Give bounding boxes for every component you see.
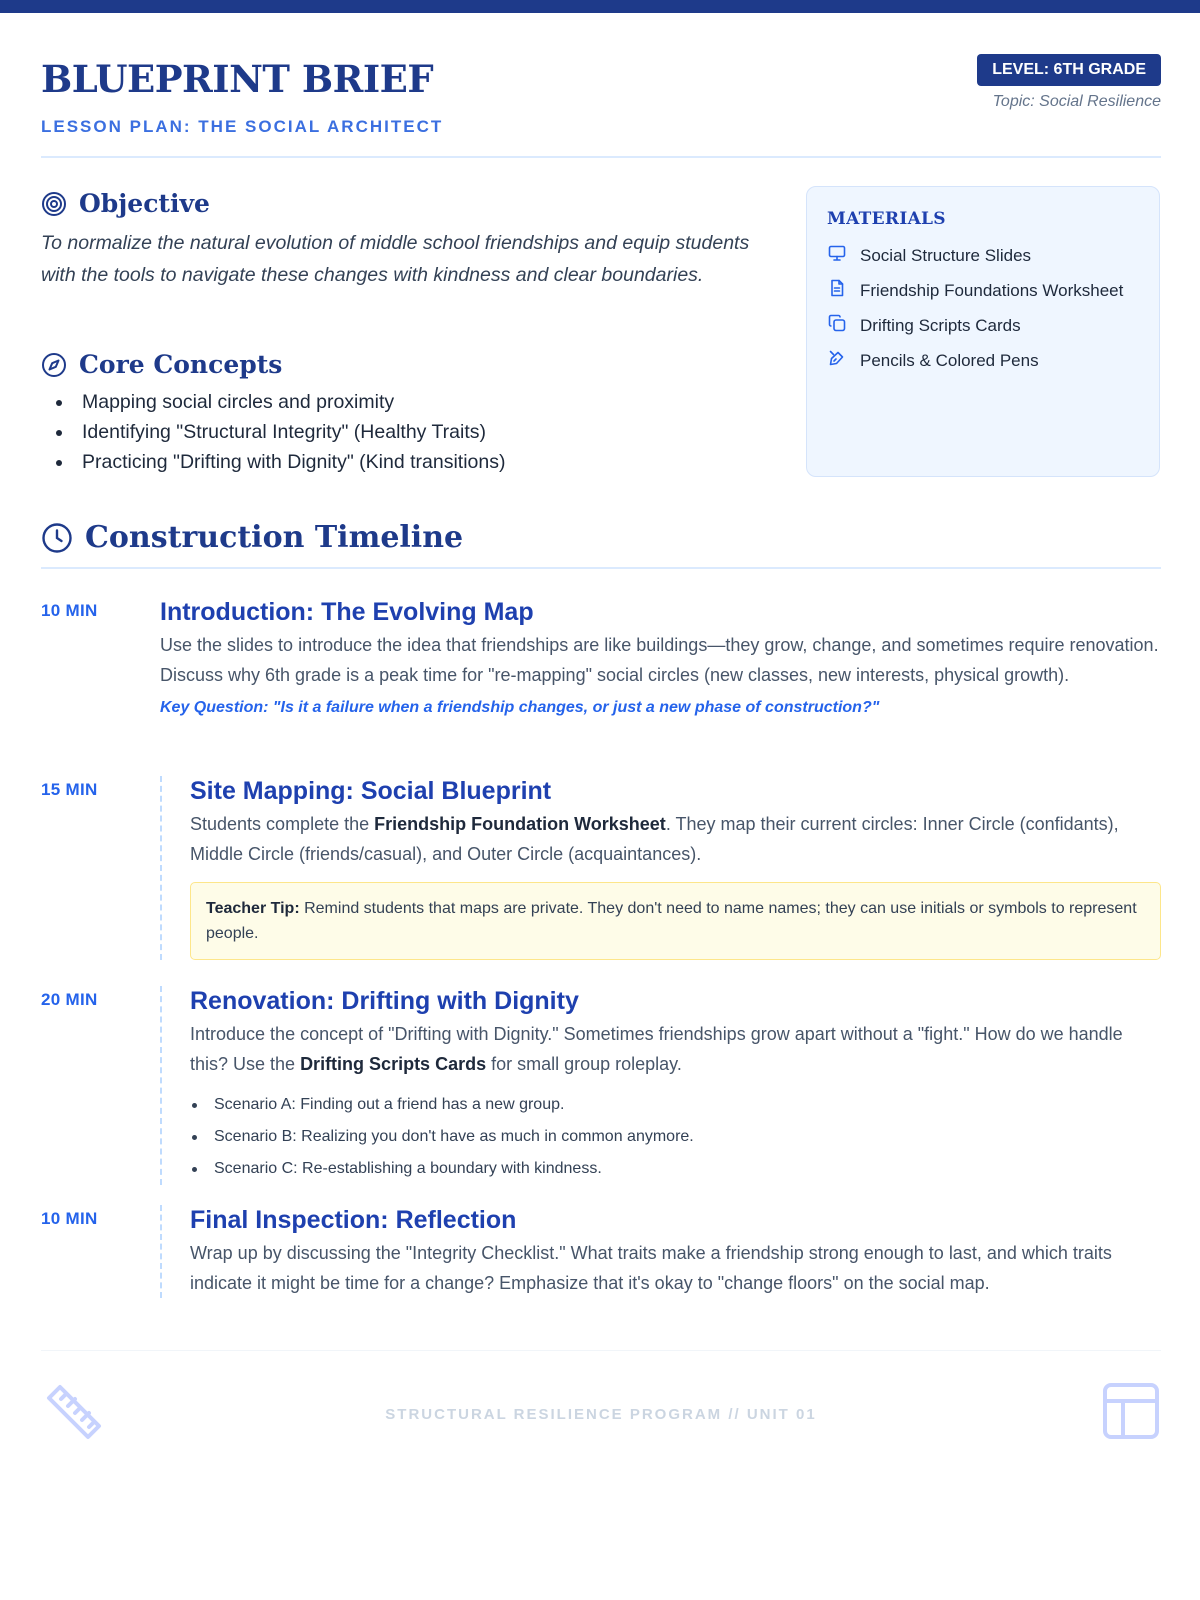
step-body (160, 986, 1161, 1185)
objective-text: To normalize the natural evolution of middle school friendships and equip students with the tools to navigate these changes with kindness and clear boundaries. (41, 232, 750, 286)
step-text (190, 1020, 1161, 1079)
layout-icon (1101, 1381, 1161, 1446)
step-text-part: Students complete the (190, 814, 375, 834)
step-title: Introduction: The Evolving Map (160, 598, 534, 626)
timeline-title: Construction Timeline (85, 520, 464, 555)
core-concepts-heading (41, 350, 761, 379)
compass-icon (41, 352, 67, 378)
objective-heading (41, 189, 761, 218)
step-body (160, 597, 1161, 717)
level-badge: LEVEL: 6TH GRADE (977, 54, 1161, 86)
tip-label: Teacher Tip: (206, 900, 300, 917)
step-text (190, 810, 1161, 869)
key-question: Key Question: "Is it a failure when a friendship changes, or just a new phase of construction?" (160, 699, 880, 716)
material-item (827, 273, 1139, 308)
step-body (160, 1205, 1161, 1298)
material-item (827, 308, 1139, 343)
materials-title: MATERIALS (827, 209, 946, 229)
document-icon (827, 278, 860, 303)
materials-list (827, 238, 1139, 378)
list-item: Scenario B: Realizing you don't have as much in common anymore. (190, 1121, 1161, 1153)
material-label: Friendship Foundations Worksheet (860, 280, 1124, 300)
materials-panel (806, 186, 1160, 477)
list-item: Scenario C: Re-establishing a boundary with kindness. (190, 1153, 1161, 1185)
step-text-part: for small group roleplay. (486, 1053, 682, 1074)
monitor-icon (827, 243, 860, 268)
core-concepts-title: Core Concepts (79, 350, 283, 379)
page-subtitle: LESSON PLAN: THE SOCIAL ARCHITECT (41, 117, 444, 136)
cards-icon (827, 313, 860, 338)
material-label: Social Structure Slides (860, 245, 1032, 265)
step-text: Use the slides to introduce the idea that friendships are like buildings—they grow, change, and sometimes require renovation. Discuss why 6th grade is a peak time for "re-mapping" social circles (new classes, new interests, physical growth). (160, 635, 1159, 685)
step-duration: 10 MIN (41, 601, 98, 620)
material-label: Drifting Scripts Cards (860, 315, 1021, 335)
material-label: Pencils & Colored Pens (860, 350, 1039, 370)
list-item: Practicing "Drifting with Dignity" (Kind transitions) (41, 447, 761, 477)
step-duration: 20 MIN (41, 990, 98, 1009)
list-item: Identifying "Structural Integrity" (Healthy Traits) (41, 417, 761, 447)
list-item: Mapping social circles and proximity (41, 387, 761, 417)
page-header (41, 56, 1161, 158)
teacher-tip (190, 882, 1161, 960)
footer-text: STRUCTURAL RESILIENCE PROGRAM // UNIT 01 (385, 1406, 817, 1423)
timeline-heading-row (41, 520, 1161, 555)
scenario-list (190, 1089, 1161, 1185)
step-text-part: . They map their current circles: Inner Circle (confidants), Middle Circle (friends/casual), and Outer Circle (acquaintances). (190, 814, 1119, 864)
objective-title: Objective (79, 189, 210, 218)
objective-section (41, 189, 761, 291)
timeline-heading (41, 520, 1161, 569)
top-accent-bar (0, 0, 1200, 13)
target-icon (41, 191, 67, 217)
tip-text: Remind students that maps are private. They don't need to name names; they can use initials or symbols to represent people. (206, 900, 1137, 942)
list-item: Scenario A: Finding out a friend has a new group. (190, 1089, 1161, 1121)
worksheet-name: Friendship Foundation Worksheet (374, 814, 666, 834)
step-duration: 15 MIN (41, 780, 98, 799)
page-title: BLUEPRINT BRIEF (41, 57, 434, 101)
page-footer (41, 1350, 1161, 1450)
cards-name: Drifting Scripts Cards (300, 1053, 487, 1074)
core-concepts-list (41, 387, 761, 477)
topic-label: Topic: Social Resilience (992, 93, 1161, 110)
core-concepts-section (41, 350, 761, 477)
pen-icon (827, 348, 860, 373)
step-title: Renovation: Drifting with Dignity (190, 987, 579, 1015)
step-duration: 10 MIN (41, 1209, 98, 1228)
step-text: Wrap up by discussing the "Integrity Checklist." What traits make a friendship strong enough to last, and which traits indicate it might be time for a change? Emphasize that it's okay to "change floors" on the social map. (190, 1243, 1112, 1293)
step-title: Site Mapping: Social Blueprint (190, 777, 552, 805)
material-item (827, 343, 1139, 378)
step-body (160, 776, 1161, 960)
step-text-part: Introduce the concept of "Drifting with Dignity." Sometimes friendships grow apart without a "fight." How do we handle this? Use the (190, 1024, 1123, 1074)
step-title: Final Inspection: Reflection (190, 1206, 517, 1234)
clock-icon (41, 522, 73, 554)
material-item (827, 238, 1139, 273)
